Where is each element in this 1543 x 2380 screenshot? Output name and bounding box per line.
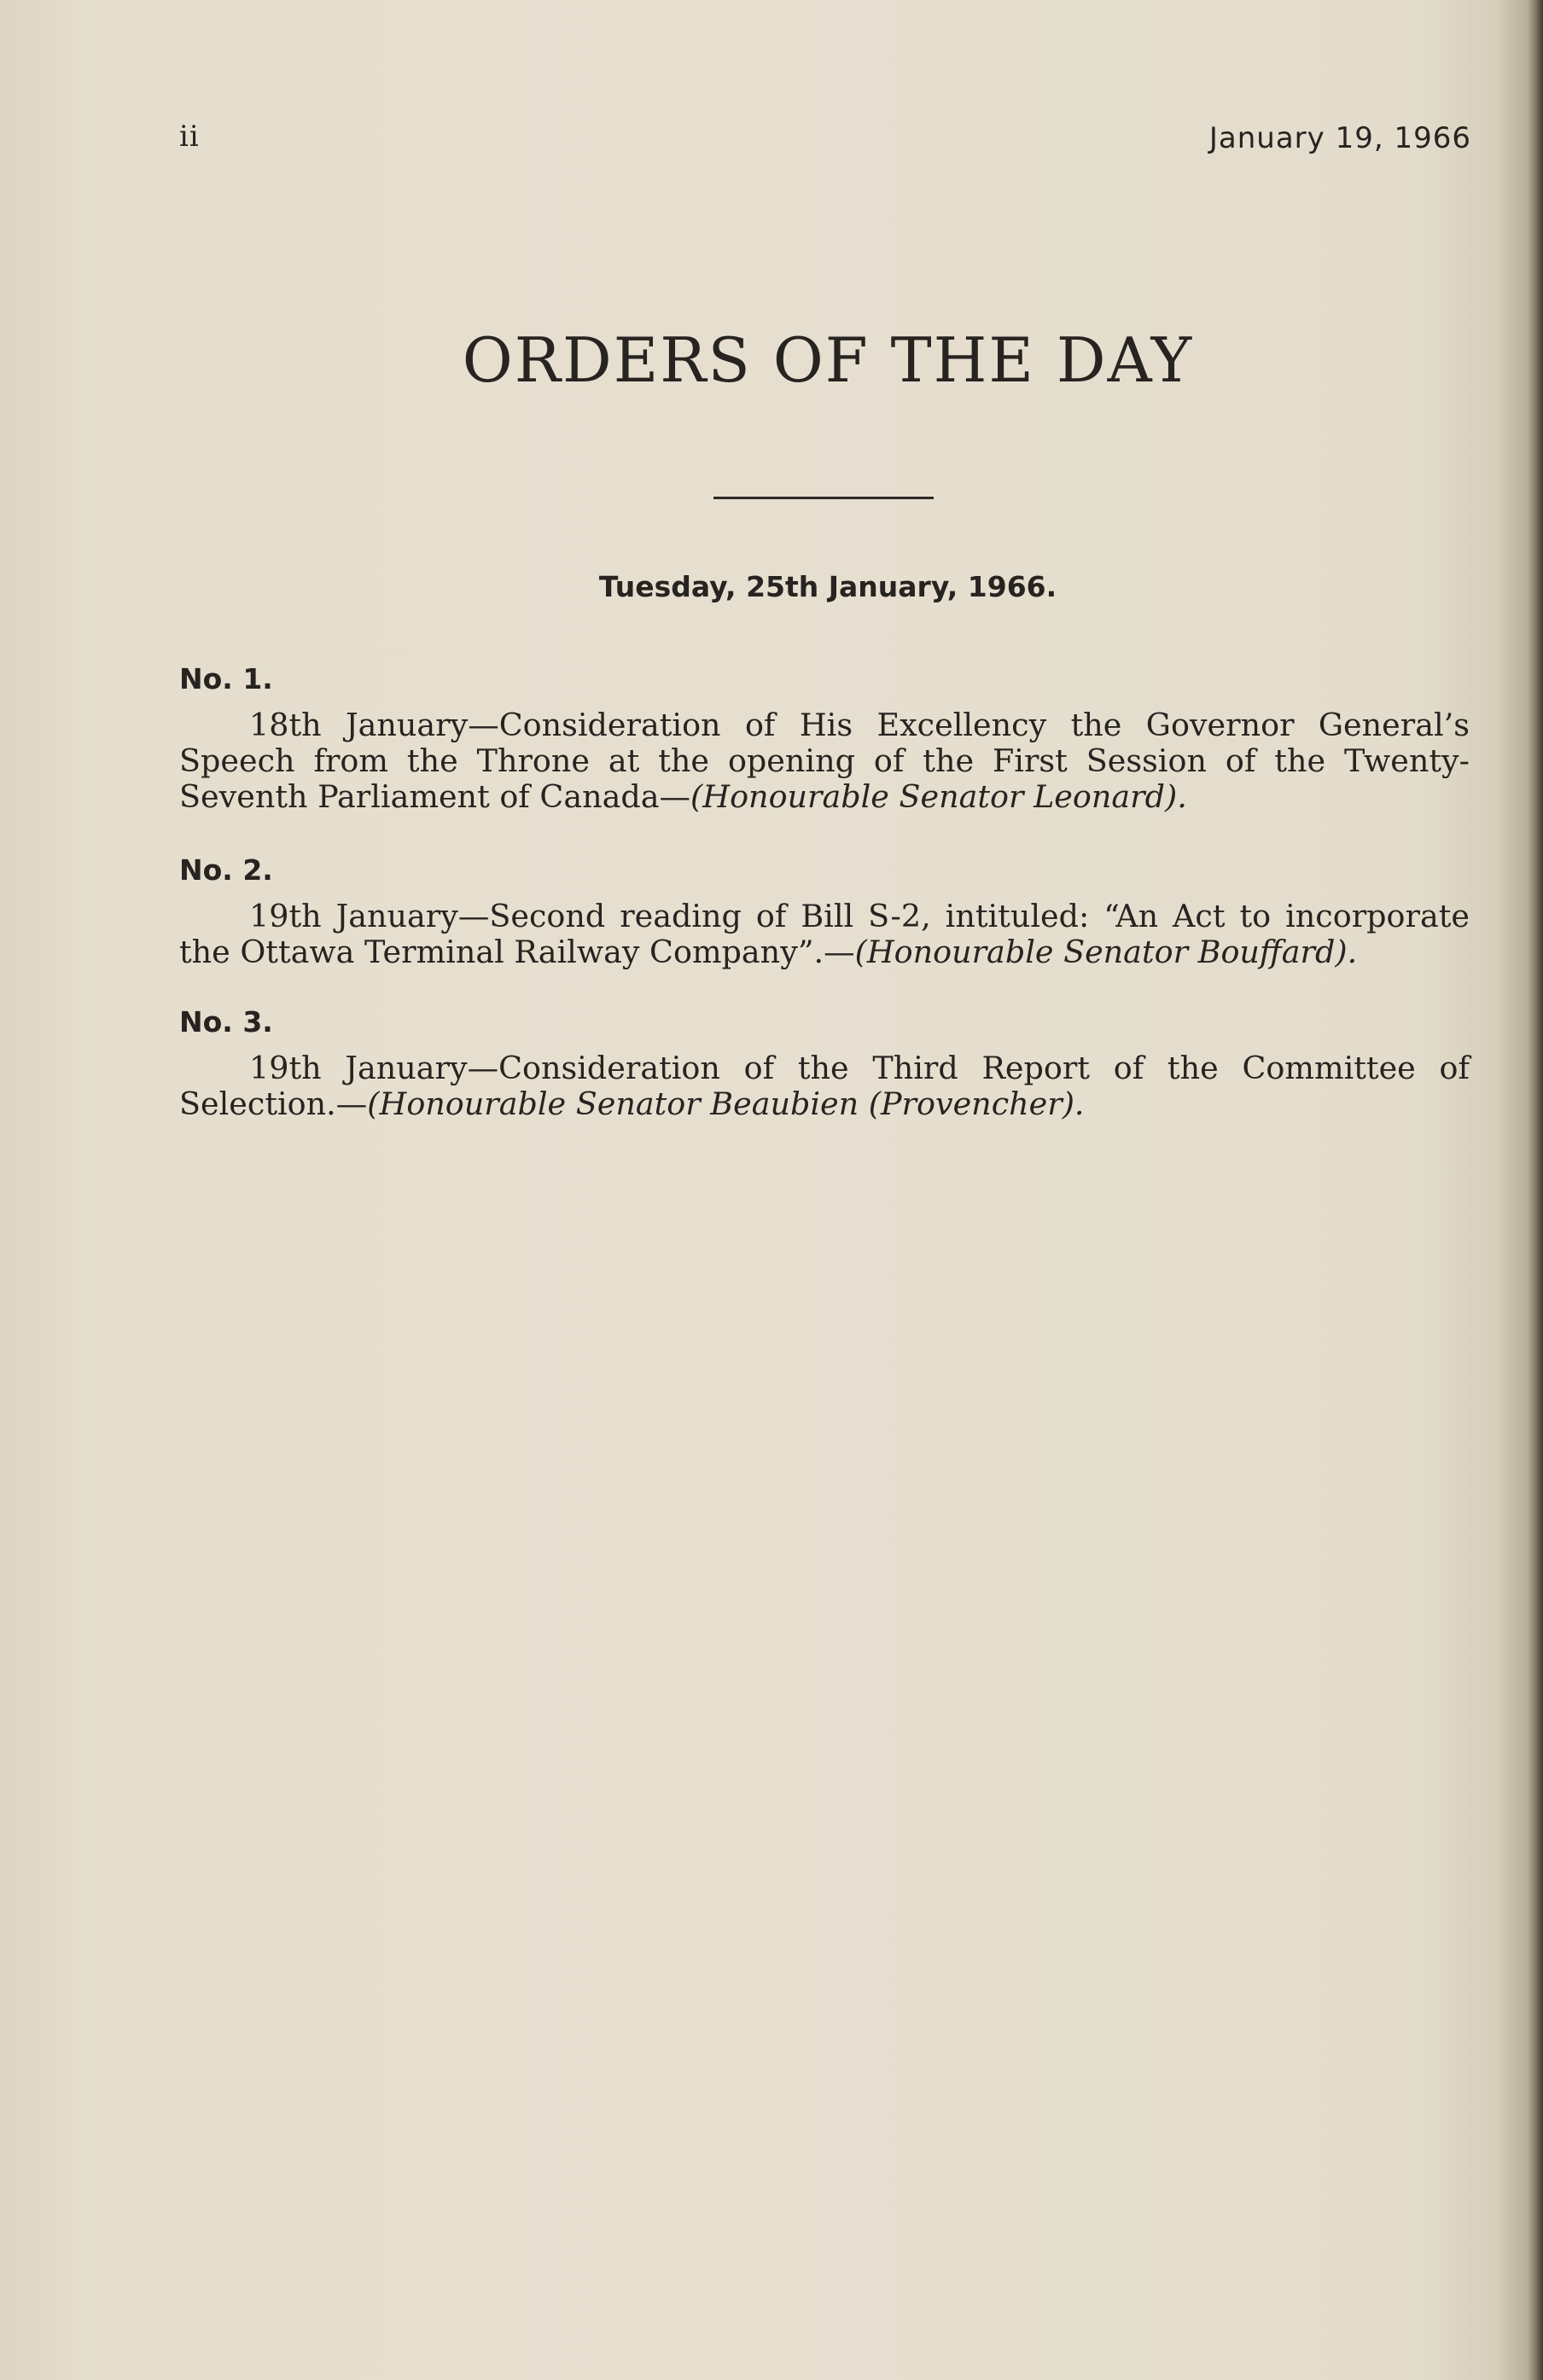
order-mover: (Honourable Senator Bouffard). [854, 934, 1358, 970]
order-number: No. 2. [179, 853, 273, 887]
order-number: No. 1. [179, 662, 273, 695]
title-divider [713, 497, 934, 499]
order-text [179, 1050, 1470, 1122]
page-title: ORDERS OF THE DAY [462, 324, 1194, 396]
order-item [179, 853, 1470, 970]
order-mover: (Honourable Senator Beaubien (Provencher). [367, 1085, 1085, 1122]
order-number: No. 3. [179, 1005, 273, 1039]
session-date: Tuesday, 25th January, 1966. [598, 570, 1057, 603]
order-description: 18th January—Consideration of His Excellency the Governor General’s Speech from the Throne at the opening of the First Session of the Twenty-Seventh Parliament of Canada— [179, 707, 1470, 815]
order-item [179, 662, 1470, 815]
order-text [179, 707, 1470, 815]
header-date: January 19, 1966 [1208, 121, 1471, 155]
order-mover: (Honourable Senator Leonard). [690, 778, 1187, 815]
order-description: 19th January—Second reading of Bill S-2, intituled: “An Act to incorporate the Ottawa Terminal Railway Company”.— [179, 898, 1470, 970]
order-description: 19th January—Consideration of the Third Report of the Committee of Selection.— [179, 1050, 1470, 1122]
page-number: ii [179, 119, 200, 154]
order-text [179, 899, 1470, 970]
order-item [179, 1005, 1470, 1122]
